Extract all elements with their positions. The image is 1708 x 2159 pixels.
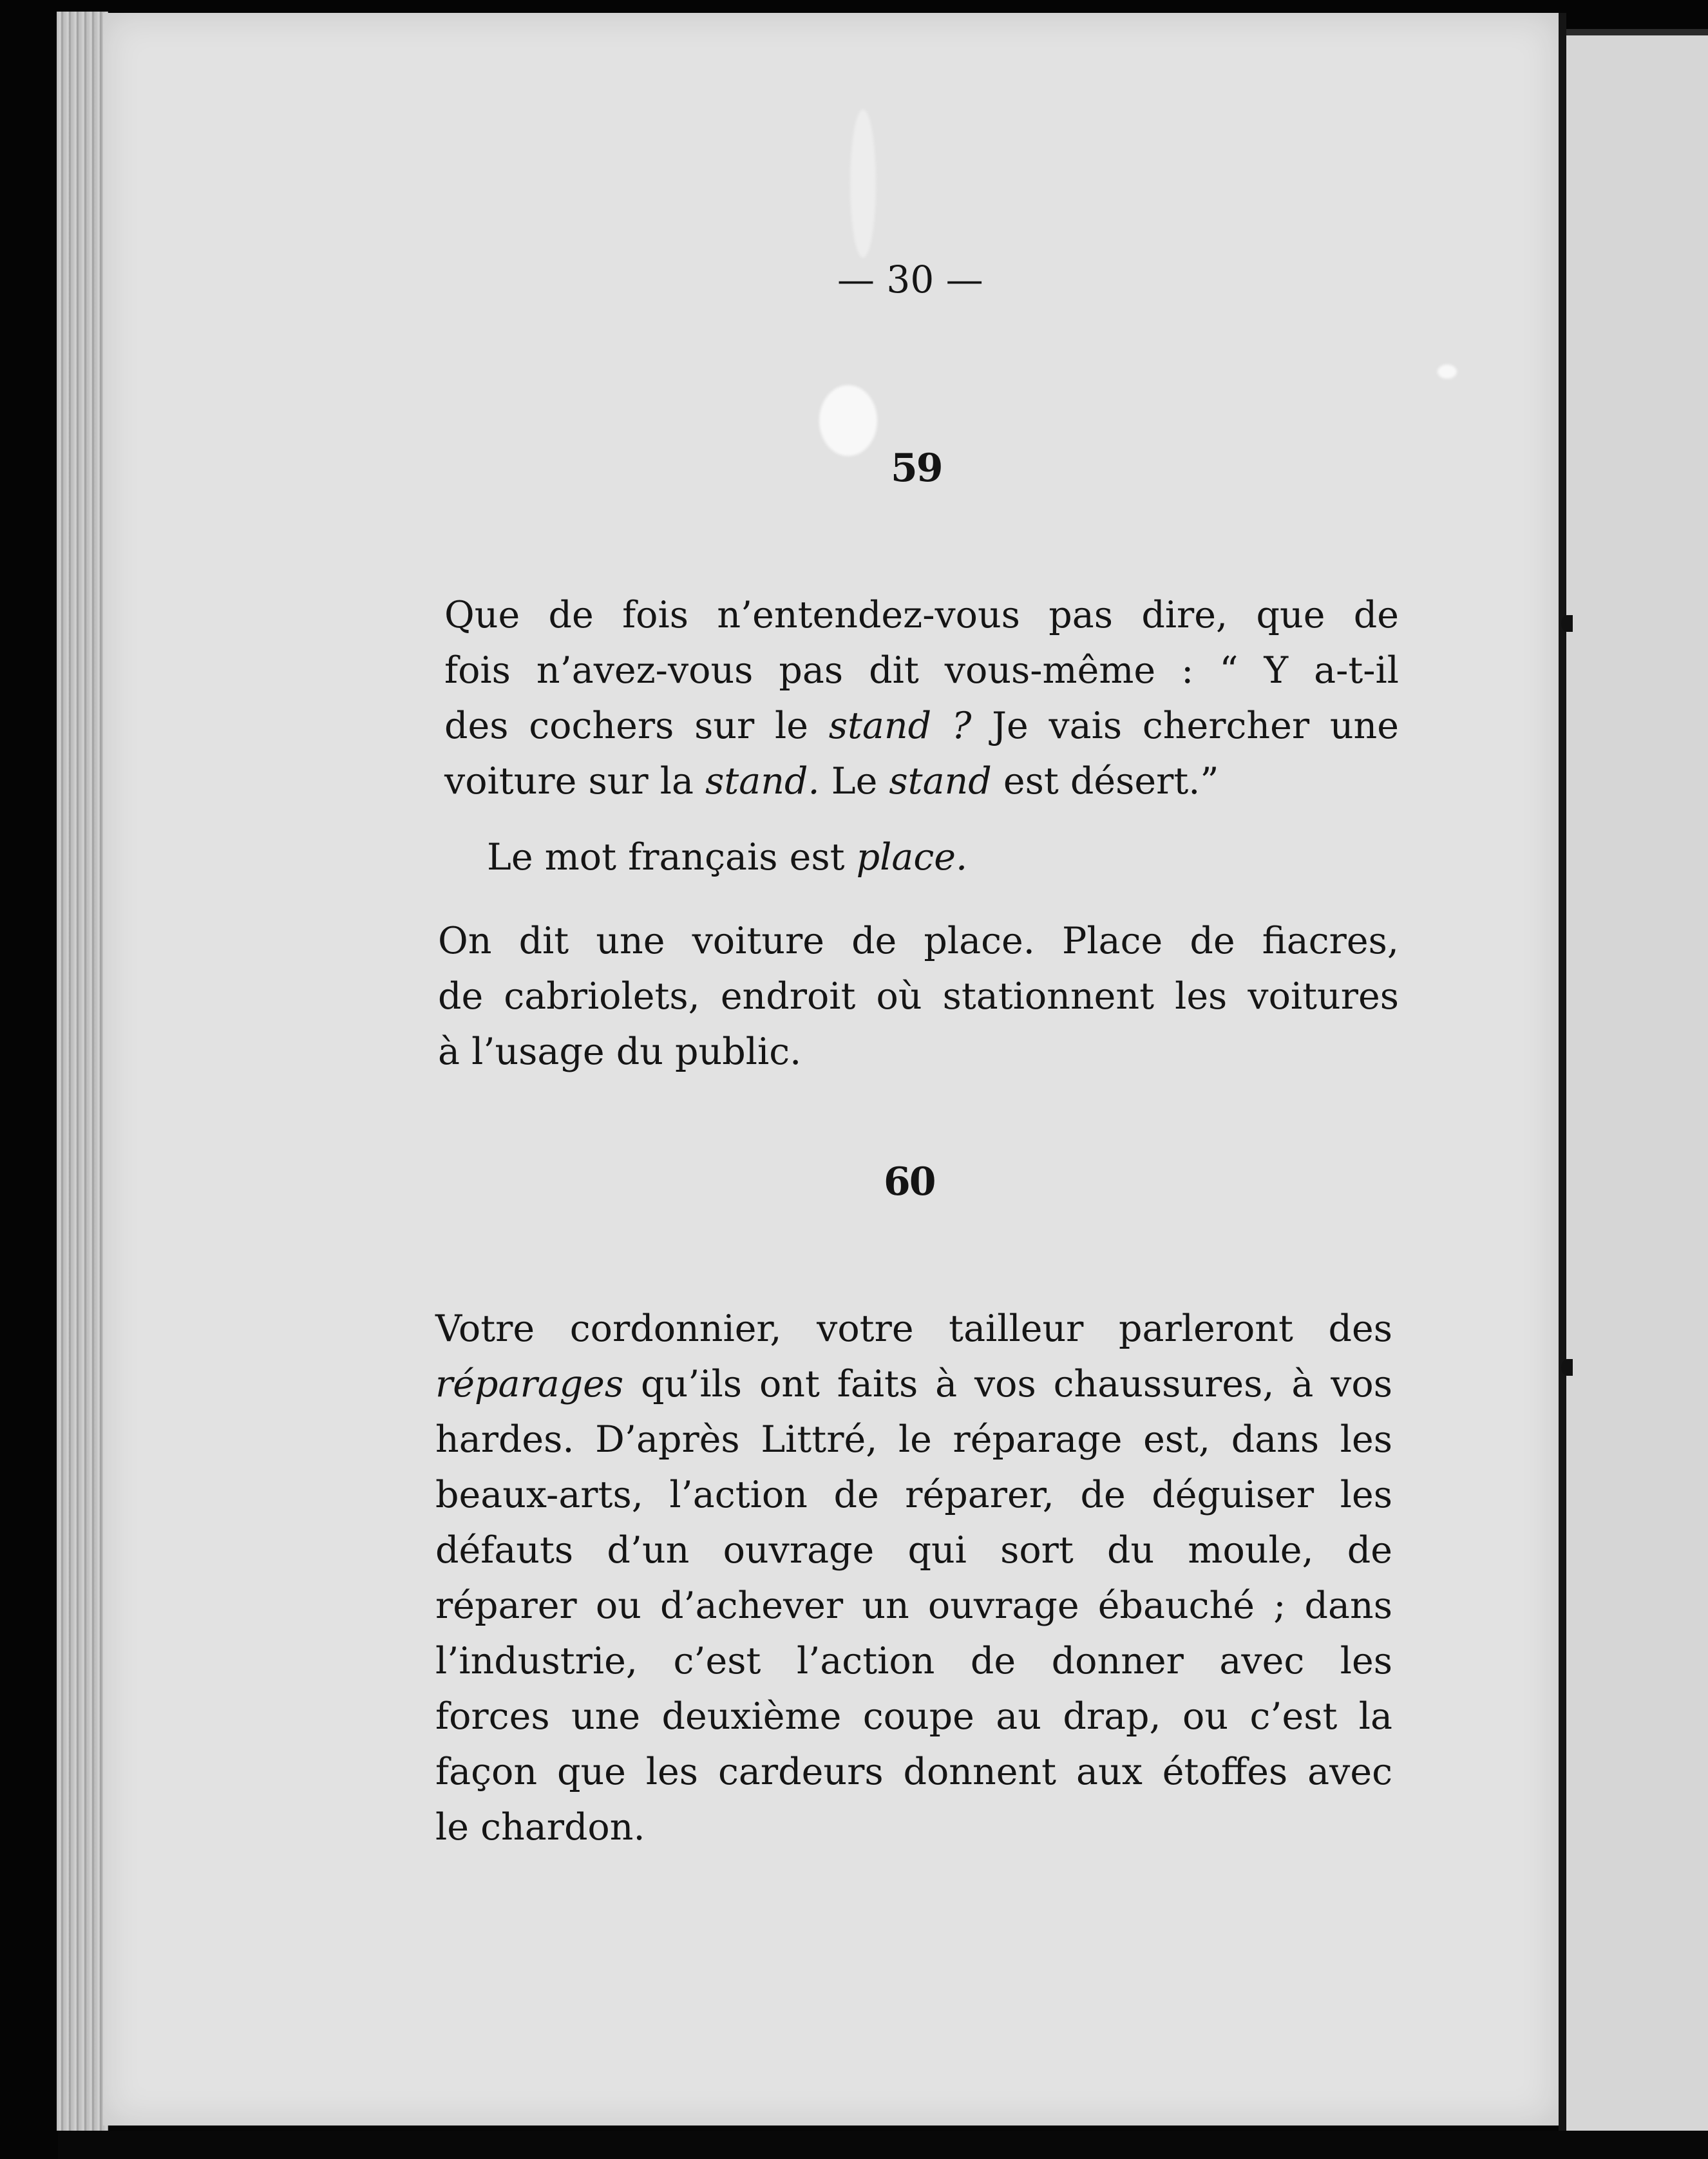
text-line (435, 1301, 1392, 1356)
text-run: de cabriolets, endroit où stationnent les voitures (438, 975, 1399, 1018)
italic-text: réparages (435, 1363, 624, 1405)
text-line (435, 1523, 1392, 1578)
text-line (444, 754, 1399, 809)
text-run: Le mot français est (487, 836, 857, 879)
text-run: à l’usage du public. (438, 1031, 802, 1073)
text-line (438, 1024, 1399, 1080)
text-line (435, 1467, 1392, 1523)
text-line (435, 1800, 1392, 1855)
binding-clip-mark (1561, 615, 1573, 632)
paragraph (438, 913, 1399, 1080)
facing-page-edge (1566, 29, 1708, 2135)
text-run: des cochers sur le (444, 705, 829, 747)
text-run: Le (819, 760, 889, 803)
book-gutter (1559, 13, 1566, 2138)
text-line (435, 1356, 1392, 1412)
text-run: Je vais chercher une (971, 705, 1399, 747)
paper-spot (819, 385, 877, 456)
scan-bottom-border (58, 2131, 1708, 2159)
text-line (438, 969, 1399, 1024)
text-line (444, 587, 1399, 643)
text-line (487, 830, 1399, 885)
page-number: — 30 — (837, 258, 983, 301)
text-run: hardes. D’après Littré, le réparage est, dans les (435, 1418, 1392, 1461)
text-line (435, 1633, 1392, 1689)
italic-text: stand. (705, 760, 820, 803)
text-line (435, 1412, 1392, 1467)
text-run: défauts d’un ouvrage qui sort du moule, de (435, 1529, 1392, 1572)
text-run: beaux-arts, l’action de réparer, de déguiser les (435, 1474, 1392, 1516)
section-number: 59 (891, 446, 942, 491)
text-line (435, 1744, 1392, 1800)
text-line (435, 1578, 1392, 1633)
text-run: fois n’avez-vous pas dit vous-même : “ Y a-t-il (444, 649, 1399, 692)
text-line (438, 913, 1399, 969)
text-run: Votre cordonnier, votre tailleur parleront des (435, 1308, 1392, 1350)
text-run: est désert.” (991, 760, 1219, 803)
italic-text: stand ? (828, 705, 972, 747)
page-edge-stack (57, 12, 108, 2131)
text-run: On dit une voiture de place. Place de fiacres, (438, 920, 1399, 962)
text-run: voiture sur la (444, 760, 706, 803)
text-line (444, 698, 1399, 754)
text-run: Que de fois n’entendez-vous pas dire, que de (444, 594, 1399, 636)
section-number: 60 (884, 1159, 935, 1204)
text-run: réparer ou d’achever un ouvrage ébauché ; dans (435, 1584, 1392, 1627)
text-line (435, 1689, 1392, 1744)
binding-clip-mark (1561, 1359, 1573, 1376)
text-run: l’industrie, c’est l’action de donner avec les (435, 1640, 1392, 1682)
facing-page-top-shadow (1566, 29, 1708, 35)
text-run: qu’ils ont faits à vos chaussures, à vos (623, 1363, 1392, 1405)
paragraph (444, 587, 1399, 809)
text-run: le chardon. (435, 1806, 645, 1849)
text-run: forces une deuxième coupe au drap, ou c’est la (435, 1695, 1392, 1738)
paper-spot (1438, 365, 1457, 379)
paragraph (435, 1301, 1392, 1855)
text-line (444, 643, 1399, 698)
italic-text: place. (856, 836, 968, 879)
text-run: façon que les cardeurs donnent aux étoffes avec (435, 1751, 1392, 1793)
italic-text: stand (889, 760, 992, 803)
paragraph (487, 830, 1399, 885)
paper-spot (850, 109, 876, 258)
